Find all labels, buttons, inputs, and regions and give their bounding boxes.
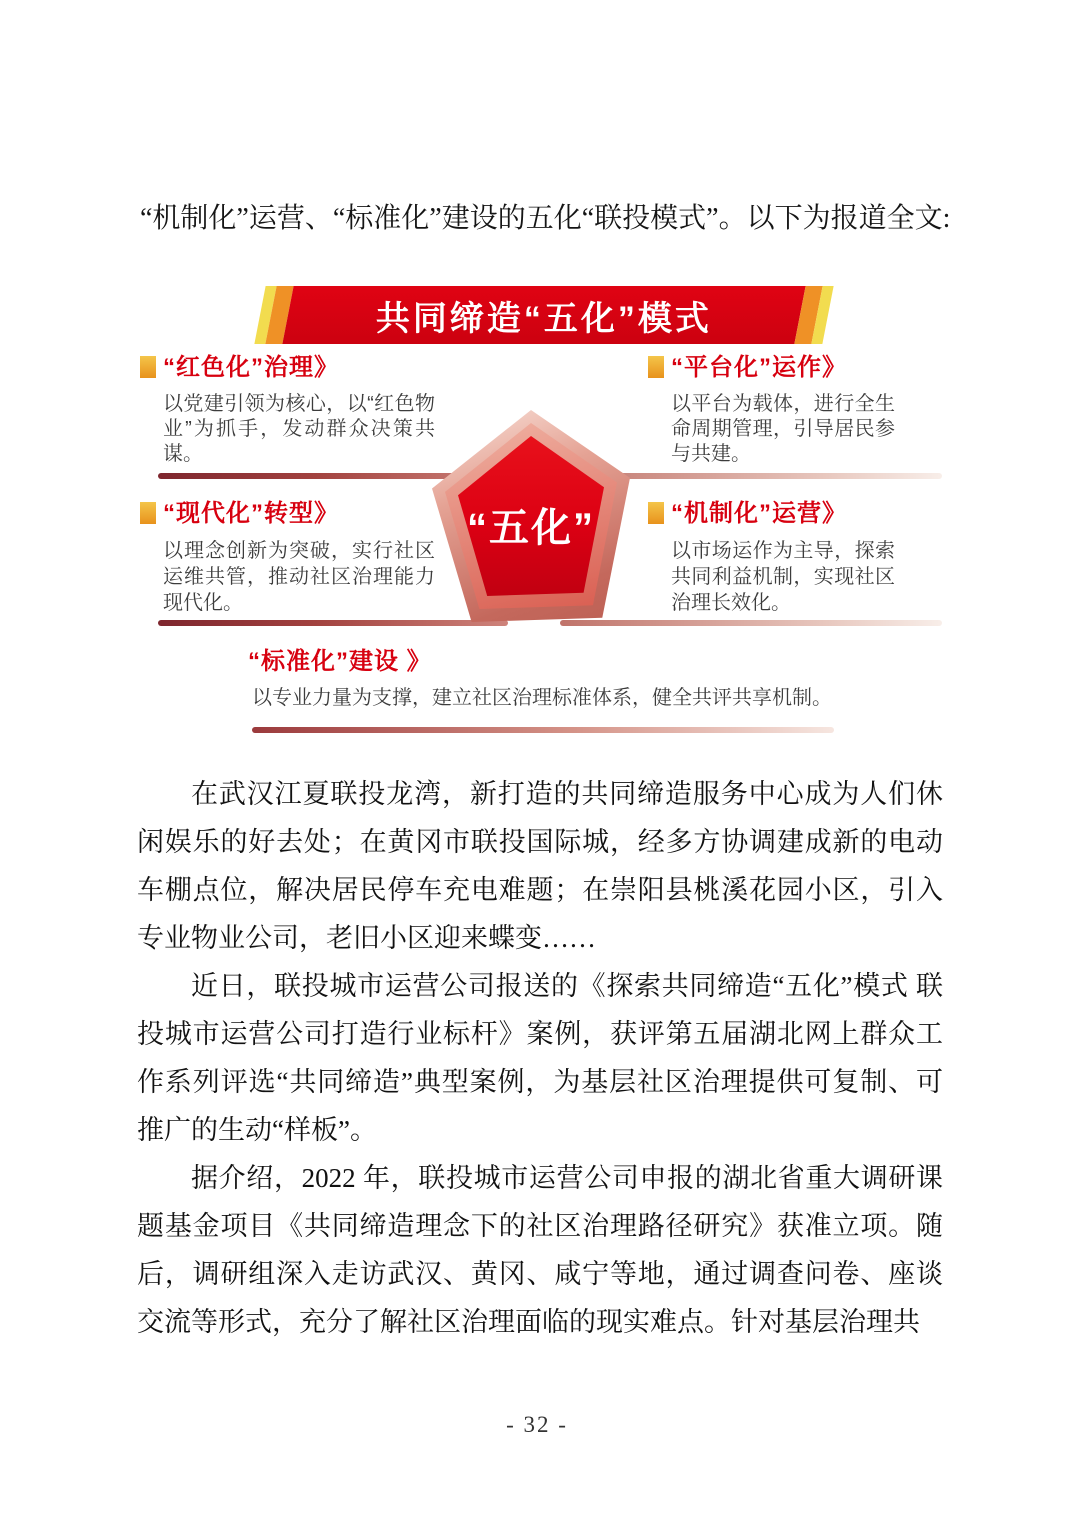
section-modernization-transform — [140, 500, 435, 616]
section-title-row — [648, 354, 895, 381]
pentagon-label: “五化” — [467, 506, 595, 550]
body-paragraph-2: 近日，联投城市运营公司报送的《探索共同缔造“五化”模式 联投城市运营公司打造行业标杆》案例，获评第五届湖北网上群众工作系列评选“共同缔造”典型案例，为基层社区治理提供可复制、可推广的生动“样板”。 — [137, 971, 943, 1145]
divider-row3 — [252, 727, 834, 733]
section-red-governance — [140, 354, 435, 467]
section-mechanism-operation — [648, 500, 895, 616]
section-description: 以平台为载体，进行全生命周期管理，引导居民参与共建。 — [671, 393, 895, 465]
intro-paragraph: “机制化”运营、“标准化”建设的五化“联投模式”。以下为报道全文: — [140, 203, 951, 234]
section-description: 以市场运作为主导，探索共同利益机制，实现社区治理长效化。 — [671, 540, 895, 614]
body-paragraph-1: 在武汉江夏联投龙湾，新打造的共同缔造服务中心成为人们休闲娱乐的好去处；在黄冈市联投国际城，经多方协调建成新的电动车棚点位，解决居民停车充电难题；在崇阳县桃溪花园小区，引入专业物业公司，老旧小区迎来蝶变…… — [137, 779, 943, 953]
section-title: “平台化”运作》 — [671, 354, 847, 381]
section-platform-operation — [648, 354, 895, 467]
section-title-row — [140, 354, 435, 381]
section-title-row — [140, 500, 435, 527]
section-description: 以理念创新为突破，实行社区运维共管，推动社区治理能力现代化。 — [163, 540, 435, 614]
section-title-row — [648, 500, 895, 527]
section-title-row — [248, 648, 832, 675]
page-number: - 32 - — [506, 1412, 568, 1437]
pentagon-badge — [432, 410, 630, 622]
infographic-banner — [260, 286, 828, 344]
body-paragraph-3: 据介绍，2022 年，联投城市运营公司申报的湖北省重大调研课题基金项目《共同缔造理念下的社区治理路径研究》获准立项。随后，调研组深入走访武汉、黄冈、咸宁等地，通过调查问卷、座谈交流等形式，充分了解社区治理面临的现实难点。针对基层治理共 — [137, 1163, 943, 1337]
orange-square-bullet-icon — [648, 502, 664, 524]
orange-square-bullet-icon — [648, 356, 664, 378]
section-title: “机制化”运营》 — [671, 500, 847, 527]
section-standardization-build — [248, 648, 832, 711]
banner-title: 共同缔造“五化”模式 — [376, 299, 712, 338]
section-title: “现代化”转型》 — [163, 500, 339, 527]
section-title: “红色化”治理》 — [163, 354, 339, 381]
section-title: “标准化”建设 》 — [248, 648, 432, 675]
orange-square-bullet-icon — [140, 356, 156, 378]
banner-body — [282, 286, 805, 344]
orange-square-bullet-icon — [140, 502, 156, 524]
article-body — [137, 770, 943, 1346]
section-description: 以党建引领为核心，以“红色物业”为抓手，发动群众决策共谋。 — [163, 393, 435, 465]
banner-ribbon — [254, 286, 833, 344]
section-description: 以专业力量为支撑，建立社区治理标准体系，健全共评共享机制。 — [252, 687, 832, 709]
